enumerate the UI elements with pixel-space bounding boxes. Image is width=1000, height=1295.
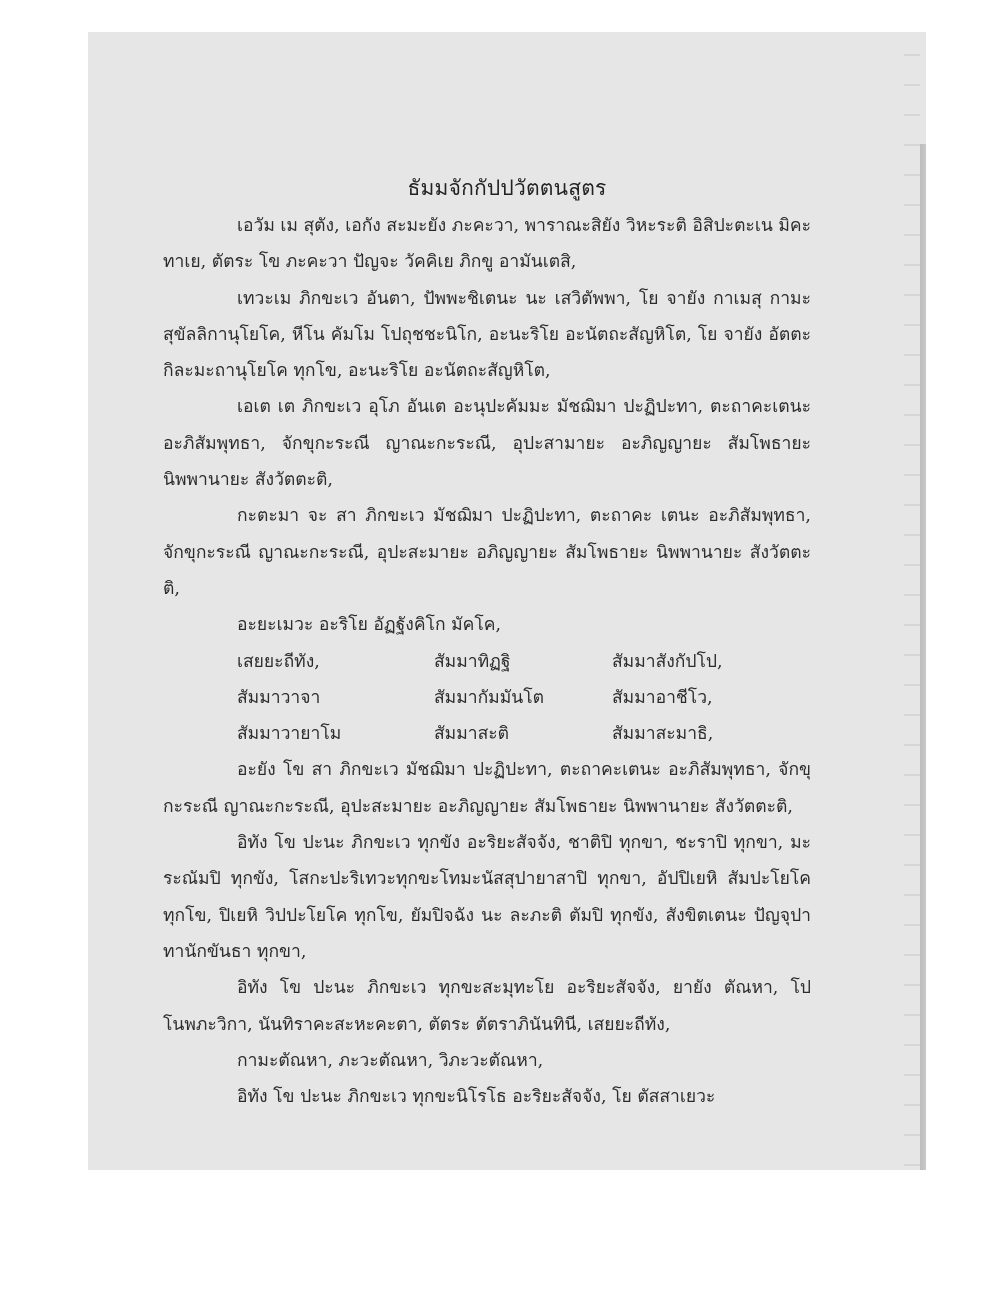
path-factor: สัมมาสะมาธิ, [612, 724, 714, 745]
paragraph: อิทัง โข ปะนะ ภิกขะเว ทุกขะนิโรโธ อะริยะสัจจัง, โย ตัสสาเยวะ [237, 1087, 716, 1108]
path-factor: สัมมาวายาโม [237, 724, 342, 745]
eightfold-path-table [163, 644, 811, 753]
paragraph: อะยัง โข สา ภิกขะเว มัชฌิมา ปะฏิปะทา, ตะถาคะเตนะ อะภิสัมพุทธา, จักขุกะระณี ญาณะกะระณี, อุปะสะมายะ อะภิญญายะ สัมโพธายะ นิพพานายะ สังวัตตะติ, [163, 760, 811, 817]
path-factor: เสยยะถีทัง, [237, 651, 320, 672]
sutta-text [163, 208, 811, 1115]
paragraph: เอวัม เม สุตัง, เอกัง สะมะยัง ภะคะวา, พาราณะสิยัง วิหะระติ อิสิปะตะเน มิคะทาเย, ตัตระ โข ภะคะวา ปัญจะ วัคคิเย ภิกขู อามันเตสิ, [163, 216, 811, 273]
page-shadow [920, 144, 926, 1170]
path-factor: สัมมากัมมันโต [434, 687, 544, 708]
paragraph: กะตะมา จะ สา ภิกขะเว มัชฌิมา ปะฏิปะทา, ตะถาคะ เตนะ อะภิสัมพุทธา, จักขุกะระณี ญาณะกะระณี, อุปะสะมายะ อภิญญายะ สัมโพธายะ นิพพานายะ สังวัตตะติ, [163, 506, 811, 599]
path-factor: สัมมาสังกัปโป, [612, 651, 723, 672]
paragraph: กามะตัณหา, ภะวะตัณหา, วิภะวะตัณหา, [237, 1050, 544, 1071]
path-factor: สัมมาสะติ [434, 724, 510, 745]
scanned-page [88, 32, 926, 1170]
paragraph: อิทัง โข ปะนะ ภิกขะเว ทุกขัง อะริยะสัจจัง, ชาติปิ ทุกขา, ชะราปิ ทุกขา, มะระณัมปิ ทุกขัง, โสกะปะริเทวะทุกขะโทมะนัสสุปายาสาปิ ทุกขา, อัปปิเยหิ สัมปะโยโค ทุกโข, ปิเยหิ วิปปะโยโค ทุกโข, ยัมปิจฉัง นะ ละภะติ ตัมปิ ทุกขัง, สังขิตเตนะ ปัญจุปาทานักขันธา ทุกขา, [163, 833, 811, 962]
paragraph: เอเต เต ภิกขะเว อุโภ อันเต อะนุปะคัมมะ มัชฌิมา ปะฏิปะทา, ตะถาคะเตนะ อะภิสัมพุทธา, จักขุกะระณี ญาณะกะระณี, อุปะสามายะ อะภิญญายะ สัมโพธายะ นิพพานายะ สังวัตตะติ, [163, 397, 811, 491]
paragraph: อะยะเมวะ อะริโย อัฏฐังคิโก มัคโค, [237, 615, 502, 636]
path-factor: สัมมาทิฏฐิ [434, 651, 511, 672]
path-factor: สัมมาอาชีโว, [612, 687, 713, 708]
path-factor: สัมมาวาจา [237, 687, 321, 708]
paragraph: เทวะเม ภิกขะเว อันตา, ปัพพะชิเตนะ นะ เสวิตัพพา, โย จายัง กาเมสุ กามะ สุขัลลิกานุโยโค, หีโน คัมโม โปถุชชะนิโก, อะนะริโย อะนัตถะสัญหิโต, โย จายัง อัตตะ กิละมะถานุโยโค ทุกโข, อะนะริโย อะนัตถะสัญหิโต, [163, 288, 811, 382]
page-title: ธัมมจักกัปปวัตตนสูตร [407, 176, 607, 200]
paragraph: อิทัง โข ปะนะ ภิกขะเว ทุกขะสะมุทะโย อะริยะสัจจัง, ยายัง ตัณหา, โปโนพภะวิกา, นันทิราคะสะหะคะตา, ตัตระ ตัตราภินันทินี, เสยยะถีทัง, [163, 978, 811, 1035]
